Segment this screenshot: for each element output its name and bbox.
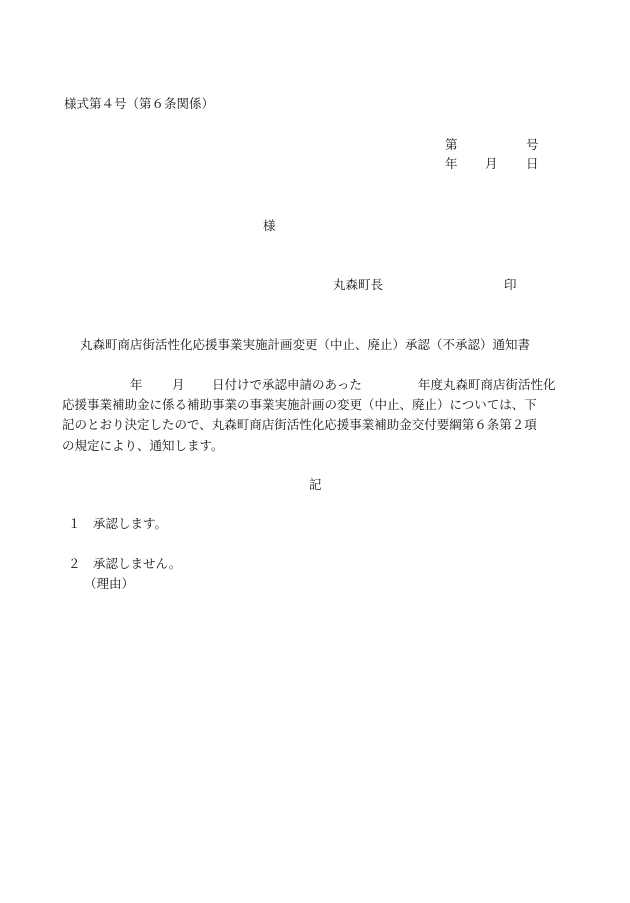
- document-title: 丸森町商店街活性化応援事業実施計画変更（中止、廃止）承認（不承認）通知書: [80, 337, 531, 352]
- item-not-approve: ２ 承認しません。: [68, 556, 182, 571]
- body-line-2: 応援事業補助金に係る補助事業の事業実施計画の変更（中止、廃止）については、下: [62, 397, 537, 412]
- body-line-1-middle: 日付けで承認申請のあった: [212, 377, 362, 392]
- issuer-name: 丸森町長: [333, 277, 384, 292]
- document-number-suffix: 号: [526, 137, 539, 152]
- date-day-label: 日: [526, 156, 539, 171]
- ki-heading: 記: [309, 477, 322, 492]
- date-year-label: 年: [445, 156, 458, 171]
- seal-mark: 印: [504, 277, 517, 292]
- body-month-label: 月: [172, 377, 185, 392]
- body-line-4: の規定により、通知します。: [62, 438, 224, 453]
- body-year-label: 年: [130, 377, 143, 392]
- reason-label: （理由）: [84, 576, 135, 591]
- body-line-1-end: 年度丸森町商店街活性化: [418, 377, 556, 392]
- form-number: 様式第４号（第６条関係）: [64, 96, 215, 111]
- document-number-prefix: 第: [445, 137, 458, 152]
- date-month-label: 月: [485, 156, 498, 171]
- body-line-3: 記のとおり決定したので、丸森町商店街活性化応援事業補助金交付要綱第６条第２項: [62, 417, 537, 432]
- item-approve: １ 承認します。: [68, 516, 168, 531]
- addressee-honorific: 様: [263, 218, 276, 233]
